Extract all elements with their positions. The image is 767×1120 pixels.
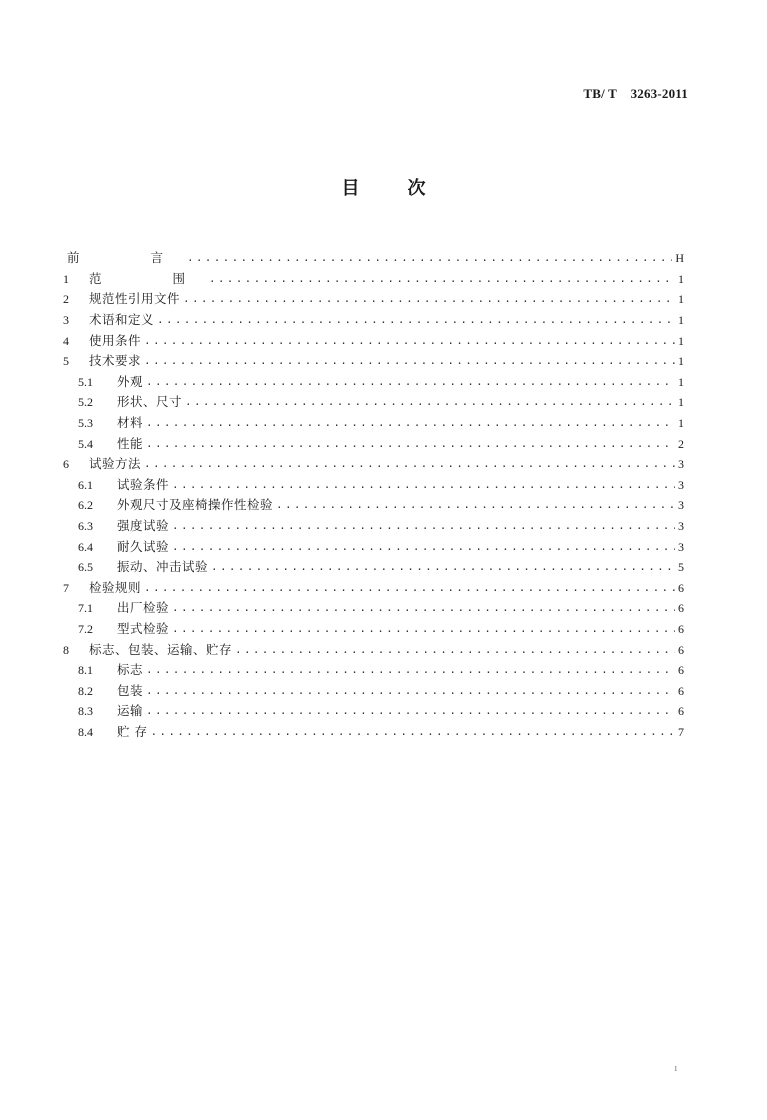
toc-dot-leader: [276, 498, 675, 512]
toc-entry[interactable]: [63, 413, 684, 434]
toc-entry[interactable]: [63, 330, 684, 351]
toc-dot-leader: [146, 416, 675, 430]
toc-entry-number: 8: [63, 642, 69, 657]
toc-entry-page: 3: [678, 477, 684, 492]
toc-entry-label: 运输: [117, 703, 144, 719]
toc-entry-label: 试验方法: [89, 456, 142, 472]
toc-title-left: 目: [341, 178, 360, 199]
toc-dot-leader: [146, 684, 675, 698]
toc-entry-number: 6.4: [78, 539, 93, 554]
toc-entry-label: 贮 存: [117, 723, 148, 739]
toc-entry-label: 外观尺寸及座椅操作性检验: [117, 497, 274, 513]
toc-entry-label: 标志: [117, 662, 144, 678]
toc-entry-page: 6: [678, 621, 684, 636]
toc-entry-number: 1: [63, 271, 69, 286]
toc-entry-number: 7: [63, 580, 69, 595]
toc-entry-page: 1: [678, 416, 684, 431]
toc-entry-number: 6.3: [78, 519, 93, 534]
toc-entry-number: 7.1: [78, 601, 93, 616]
toc-entry[interactable]: [63, 289, 684, 310]
toc-entry-page: 6: [678, 580, 684, 595]
toc-dot-leader: [146, 437, 675, 451]
toc-dot-leader: [144, 354, 675, 368]
toc-entry-label: 标志、包装、运输、贮存: [89, 641, 233, 657]
toc-dot-leader: [209, 272, 675, 286]
toc-entry-number: 5.1: [78, 374, 93, 389]
toc-title: [0, 174, 767, 200]
toc-entry-page: 1: [678, 374, 684, 389]
toc-entry-page: 6: [678, 683, 684, 698]
toc-dot-leader: [235, 643, 675, 657]
toc-dot-leader: [183, 292, 675, 306]
toc-dot-leader: [211, 560, 675, 574]
toc-dot-leader: [172, 519, 675, 533]
toc-entry[interactable]: [63, 475, 684, 496]
standard-code: TB/ T 3263-2011: [583, 86, 688, 101]
toc-entry-number: 6: [63, 457, 69, 472]
toc-entry-page: 2: [678, 436, 684, 451]
toc-dot-leader: [146, 375, 675, 389]
toc-entry-number: 8.2: [78, 683, 93, 698]
toc-entry-label: 外观: [117, 373, 144, 389]
toc-entry-number: 5: [63, 354, 69, 369]
toc-entry-number: 5.3: [78, 416, 93, 431]
toc-entry-number: 6.5: [78, 560, 93, 575]
toc-dot-leader: [146, 704, 675, 718]
toc-entry-page: 3: [678, 498, 684, 513]
toc-entry-number: 8.3: [78, 704, 93, 719]
toc-entry-label: 出厂检验: [117, 600, 170, 616]
toc-entry[interactable]: [63, 248, 684, 269]
toc-entry[interactable]: [63, 310, 684, 331]
toc-dot-leader: [185, 395, 675, 409]
toc-entry[interactable]: [63, 536, 684, 557]
toc-entry-number: 6.1: [78, 477, 93, 492]
toc-entry-label: 性能: [117, 435, 144, 451]
toc-title-right: 次: [407, 178, 426, 199]
page-number: 1: [674, 1065, 678, 1073]
toc-entry[interactable]: [63, 516, 684, 537]
toc-entry[interactable]: [63, 557, 684, 578]
toc-entry-page: 1: [678, 271, 684, 286]
toc-entry-label: 型式检验: [117, 620, 170, 636]
toc-entry-label: 前 言: [67, 250, 184, 266]
toc-dot-leader: [150, 725, 675, 739]
toc-dot-leader: [144, 334, 675, 348]
toc-entry-label: 形状、尺寸: [117, 394, 183, 410]
toc-entry[interactable]: [63, 598, 684, 619]
toc-entry-page: 7: [678, 724, 684, 739]
toc-dot-leader: [172, 622, 675, 636]
toc-entry[interactable]: [63, 269, 684, 290]
toc-entry-label: 使用条件: [89, 332, 142, 348]
toc-entry-label: 检验规则: [89, 579, 142, 595]
toc-entry[interactable]: [63, 351, 684, 372]
toc-entry-label: 包装: [117, 682, 144, 698]
toc-entry-page: 1: [678, 395, 684, 410]
toc-dot-leader: [146, 663, 675, 677]
toc-entry-page: 6: [678, 642, 684, 657]
toc-dot-leader: [187, 251, 672, 265]
toc-entry-label: 强度试验: [117, 518, 170, 534]
toc-entry-number: 8.4: [78, 724, 93, 739]
toc-entry[interactable]: [63, 660, 684, 681]
toc-entry-page: 5: [678, 560, 684, 575]
toc-dot-leader: [172, 540, 675, 554]
toc-list: [63, 248, 684, 742]
toc-entry-page: 3: [678, 457, 684, 472]
toc-entry[interactable]: [63, 722, 684, 743]
toc-dot-leader: [172, 478, 675, 492]
toc-entry-label: 振动、冲击试验: [117, 559, 209, 575]
toc-entry-label: 试验条件: [117, 476, 170, 492]
toc-entry-page: 1: [678, 354, 684, 369]
toc-entry-page: 3: [678, 519, 684, 534]
toc-entry-label: 技术要求: [89, 353, 142, 369]
toc-entry-page: 3: [678, 539, 684, 554]
toc-entry-number: 8.1: [78, 663, 93, 678]
toc-entry-page: 1: [678, 333, 684, 348]
toc-entry[interactable]: [63, 372, 684, 393]
toc-entry-label: 耐久试验: [117, 538, 170, 554]
toc-entry[interactable]: [63, 433, 684, 454]
toc-entry-page: 6: [678, 601, 684, 616]
toc-entry[interactable]: [63, 392, 684, 413]
toc-entry-page: 6: [678, 663, 684, 678]
toc-entry-number: 5.4: [78, 436, 93, 451]
toc-entry-number: 2: [63, 292, 69, 307]
toc-entry[interactable]: [63, 701, 684, 722]
toc-dot-leader: [144, 581, 675, 595]
toc-entry[interactable]: [63, 619, 684, 640]
toc-entry[interactable]: [63, 495, 684, 516]
toc-entry-page: 1: [678, 292, 684, 307]
toc-entry-page: 1: [678, 313, 684, 328]
toc-entry-page: H: [675, 251, 684, 266]
toc-entry-number: 6.2: [78, 498, 93, 513]
toc-entry-label: 材料: [117, 415, 144, 431]
toc-entry[interactable]: [63, 454, 684, 475]
toc-dot-leader: [144, 457, 675, 471]
toc-entry-label: 规范性引用文件: [89, 291, 181, 307]
toc-entry[interactable]: [63, 680, 684, 701]
toc-dot-leader: [172, 601, 675, 615]
toc-entry-number: 5.2: [78, 395, 93, 410]
toc-entry[interactable]: [63, 578, 684, 599]
toc-dot-leader: [157, 313, 675, 327]
toc-entry[interactable]: [63, 639, 684, 660]
toc-entry-number: 7.2: [78, 621, 93, 636]
toc-entry-label: 术语和定义: [89, 312, 155, 328]
toc-entry-label: 范 围: [89, 270, 206, 286]
toc-entry-number: 3: [63, 313, 69, 328]
toc-entry-page: 6: [678, 704, 684, 719]
toc-entry-number: 4: [63, 333, 69, 348]
